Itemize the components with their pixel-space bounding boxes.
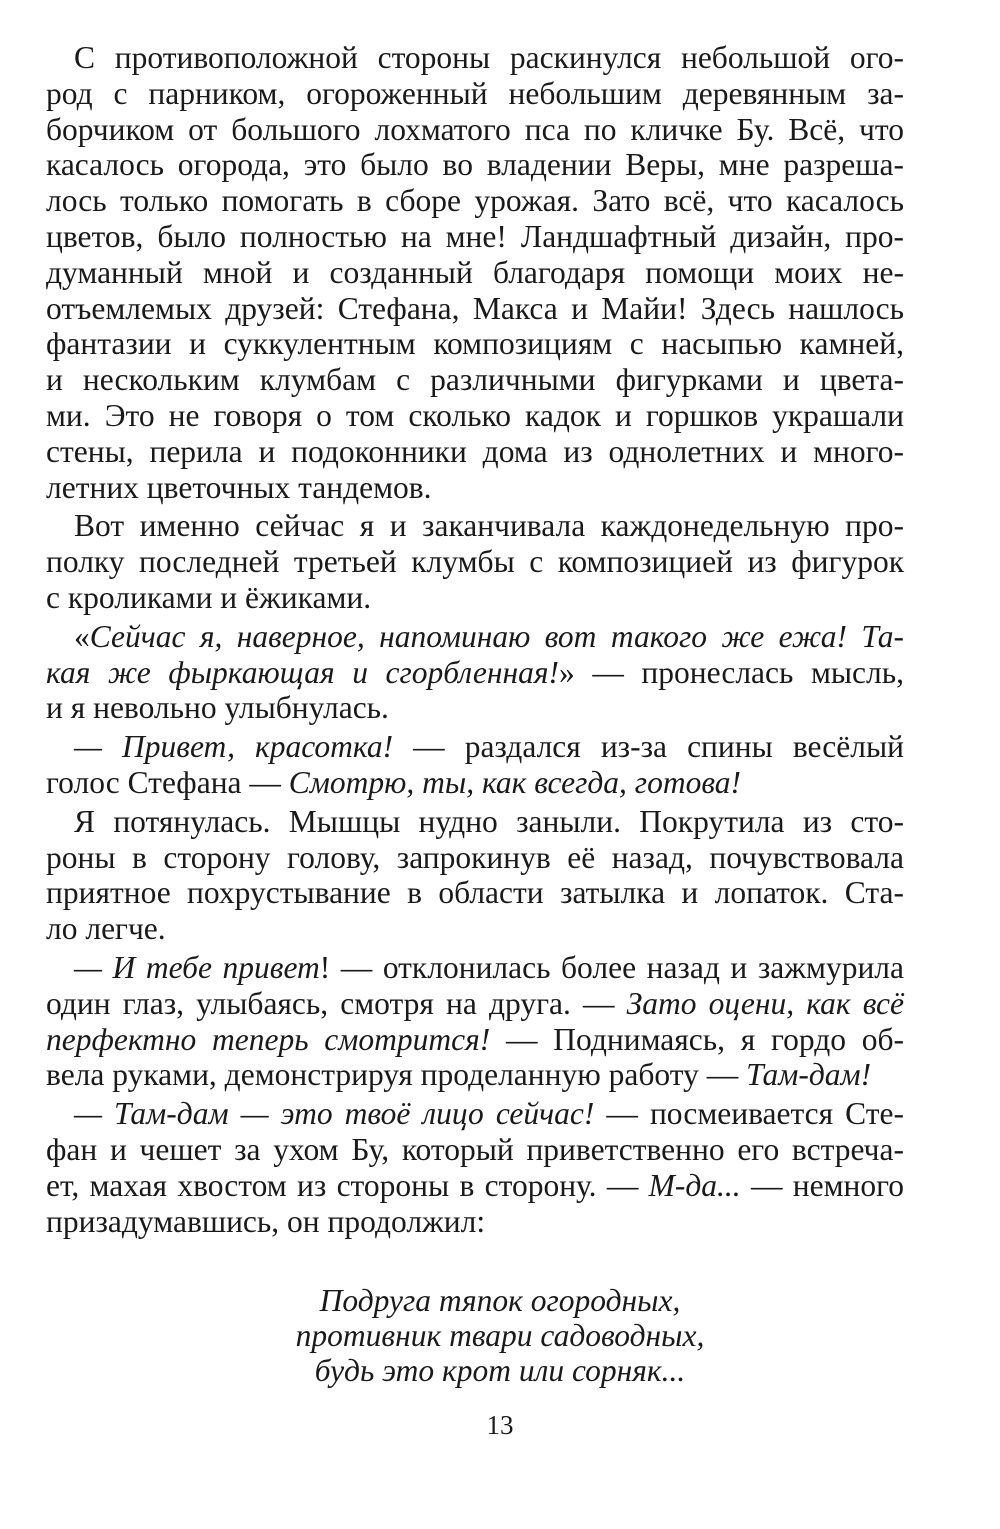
text-line xyxy=(46,544,904,580)
text-run: ми. Это не говоря о том сколько кадок и горшков украшали xyxy=(46,397,904,433)
verse-block xyxy=(0,1283,1000,1388)
text-run: борчиком от большого лохматого пса по кличке Бу. Всё, что xyxy=(46,111,904,147)
text-line xyxy=(46,508,904,544)
text-line xyxy=(46,580,904,616)
text-run: Вот именно сейчас я и заканчивала каждонедельную про- xyxy=(74,508,904,544)
text-line xyxy=(46,950,904,986)
text-run: — посмеивается Сте- xyxy=(594,1096,904,1132)
text-run: стены, перила и подоконники дома из однолетних и много- xyxy=(46,433,904,469)
text-run: с кроликами и ёжиками. xyxy=(46,579,372,615)
text-line xyxy=(46,911,904,947)
paragraph xyxy=(46,1096,904,1239)
text-run: один глаз, улыбаясь, смотря на друга. — xyxy=(46,985,627,1021)
text-run: » — пронеслась мысль, xyxy=(559,654,904,690)
text-line xyxy=(46,434,904,470)
text-line xyxy=(46,255,904,291)
italic-text: Сейчас я, наверное, напоминаю вот такого же ежа! Та- xyxy=(89,618,904,654)
text-run: голос Стефана — xyxy=(46,764,289,800)
paragraph xyxy=(46,950,904,1093)
body-text xyxy=(46,40,904,1239)
text-line xyxy=(46,1057,904,1093)
text-run: С противоположной стороны раскинулся небольшой ого- xyxy=(74,40,904,75)
italic-text: — Привет, красотка! xyxy=(74,729,394,765)
paragraph xyxy=(46,508,904,615)
text-line xyxy=(46,840,904,876)
italic-text: — И тебе привет xyxy=(74,949,320,985)
page-number: 13 xyxy=(486,1410,514,1440)
text-line xyxy=(46,40,904,76)
text-run: — раздался из-за спины весёлый xyxy=(393,729,904,765)
paragraph xyxy=(46,804,904,947)
text-line xyxy=(46,1168,904,1204)
text-line xyxy=(46,655,904,691)
text-run: касалось огорода, это было во владении Веры, мне разреша- xyxy=(46,147,904,183)
text-line xyxy=(46,804,904,840)
text-line xyxy=(46,291,904,327)
text-run: — Поднимаясь, я гордо об- xyxy=(490,1021,904,1057)
paragraph xyxy=(46,619,904,726)
text-line xyxy=(46,183,904,219)
text-line xyxy=(46,1096,904,1132)
paragraph xyxy=(46,729,904,801)
book-page xyxy=(46,40,904,1239)
text-run: вела руками, демонстрируя проделанную работу — xyxy=(46,1057,747,1093)
italic-text: Там-дам! xyxy=(746,1057,872,1093)
text-run: и я невольно улыбнулась. xyxy=(46,690,389,726)
text-run: цветов, было полностью на мне! Ландшафтный дизайн, про- xyxy=(46,218,904,254)
verse-line: Подруга тяпок огородных, xyxy=(319,1283,681,1318)
text-run: фан и чешет за ухом Бу, который приветственно его встреча- xyxy=(46,1131,904,1167)
text-line xyxy=(46,729,904,765)
verse-line: противник твари садоводных, xyxy=(295,1318,705,1353)
text-run: призадумавшись, он продолжил: xyxy=(46,1203,486,1239)
text-line xyxy=(46,219,904,255)
text-run: лось только помогать в сборе урожая. Зато всё, что касалось xyxy=(46,183,904,219)
text-run: летних цветочных тандемов. xyxy=(46,469,432,505)
text-line xyxy=(46,112,904,148)
italic-text: Зато оцени, как всё xyxy=(626,985,904,1021)
text-run: Я потянулась. Мышцы нудно заныли. Покрутила из сто- xyxy=(74,803,904,839)
text-run: ло легче. xyxy=(46,911,166,947)
text-run: — немного xyxy=(740,1167,904,1203)
text-run: « xyxy=(74,618,90,654)
text-line xyxy=(46,986,904,1022)
text-line xyxy=(46,1204,904,1240)
text-run: фантазии и суккулентным композициям с насыпью камней, xyxy=(46,326,904,362)
text-run: приятное похрустывание в области затылка и лопаток. Ста- xyxy=(46,875,904,911)
text-run: отъемлемых друзей: Стефана, Макса и Майи! Здесь нашлось xyxy=(46,290,904,326)
text-line xyxy=(46,147,904,183)
italic-text: кая же фыркающая и сгорбленная! xyxy=(46,654,559,690)
text-line xyxy=(46,326,904,362)
text-run: роны в сторону голову, запрокинув её назад, почувствовала xyxy=(46,839,904,875)
text-run: полку последней третьей клумбы с композицией из фигурок xyxy=(46,544,904,580)
italic-text: Смотрю, ты, как всегда, готова! xyxy=(288,764,742,800)
text-line xyxy=(46,1132,904,1168)
text-line xyxy=(46,765,904,801)
italic-text: перфектно теперь смотрится! xyxy=(46,1021,491,1057)
text-line xyxy=(46,470,904,506)
text-line xyxy=(46,362,904,398)
text-line xyxy=(46,1022,904,1058)
italic-text: М-да... xyxy=(648,1167,741,1203)
text-line xyxy=(46,690,904,726)
verse-line: будь это крот или сорняк... xyxy=(314,1353,686,1388)
text-line xyxy=(46,76,904,112)
text-line xyxy=(46,619,904,655)
italic-text: — Там-дам — это твоё лицо сейчас! xyxy=(74,1096,595,1132)
text-line xyxy=(46,875,904,911)
paragraph xyxy=(46,40,904,505)
text-run: ! — отклонилась более назад и зажмурила xyxy=(319,949,905,985)
text-line xyxy=(46,398,904,434)
text-run: и нескольким клумбам с различными фигурками и цвета- xyxy=(46,362,904,398)
text-run: род с парником, огороженный небольшим деревянным за- xyxy=(46,75,904,111)
text-run: думанный мной и созданный благодаря помощи моих не- xyxy=(46,254,904,290)
text-run: ет, махая хвостом из стороны в сторону. — xyxy=(46,1167,649,1203)
